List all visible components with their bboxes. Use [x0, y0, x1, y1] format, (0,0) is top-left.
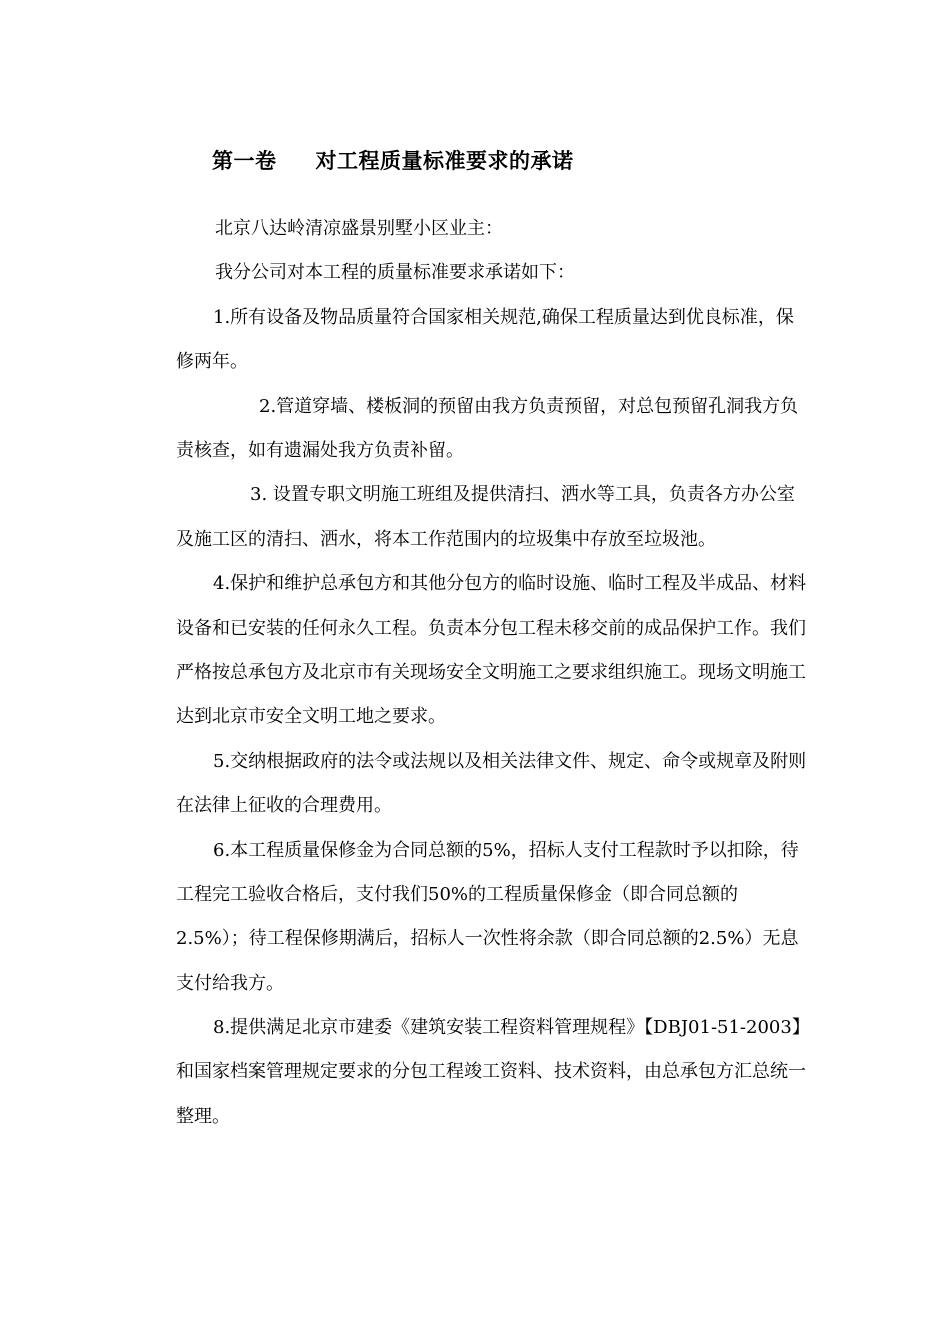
document-title: 第一卷 对工程质量标准要求的承诺	[212, 149, 574, 173]
paragraph-line: 达到北京市安全文明工地之要求。	[176, 706, 446, 727]
paragraph-line: 修两年。	[176, 351, 248, 372]
paragraph-line: 设备和已安装的任何永久工程。负责本分包工程未移交前的成品保护工作。我们	[176, 618, 806, 639]
paragraph-line: 2.管道穿墙、楼板洞的预留由我方负责预留，对总包预留孔洞我方负	[259, 396, 799, 417]
paragraph-line: 严格按总承包方及北京市有关现场安全文明施工之要求组织施工。现场文明施工	[176, 662, 806, 683]
paragraph-line: 工程完工验收合格后，支付我们50%的工程质量保修金（即合同总额的	[176, 884, 739, 905]
paragraph-line: 2.5%）；待工程保修期满后，招标人一次性将余款（即合同总额的2.5%）无息	[176, 928, 799, 949]
paragraph-line: 责核查，如有遗漏处我方负责补留。	[176, 440, 464, 461]
paragraph-line: 6.本工程质量保修金为合同总额的5%，招标人支付工程款时予以扣除，待	[213, 840, 799, 861]
paragraph-line: 北京八达岭清凉盛景别墅小区业主：	[215, 218, 503, 239]
paragraph-line: 及施工区的清扫、洒水，将本工作范围内的垃圾集中存放至垃圾池。	[176, 529, 716, 550]
paragraph-line: 在法律上征收的合理费用。	[176, 795, 392, 816]
paragraph-line: 整理。	[176, 1106, 230, 1127]
paragraph-line: 8.提供满足北京市建委《建筑安装工程资料管理规程》【DBJ01-51-2003】	[213, 1017, 810, 1038]
paragraph-line: 和国家档案管理规定要求的分包工程竣工资料、技术资料，由总承包方汇总统一	[176, 1061, 806, 1082]
paragraph-line: 1.所有设备及物品质量符合国家相关规范,确保工程质量达到优良标准，保	[213, 307, 794, 328]
paragraph-line: 我分公司对本工程的质量标准要求承诺如下：	[215, 262, 575, 283]
paragraph-line: 3. 设置专职文明施工班组及提供清扫、洒水等工具，负责各方办公室	[250, 484, 795, 505]
paragraph-line: 支付给我方。	[176, 973, 284, 994]
paragraph-line: 5.交纳根据政府的法令或法规以及相关法律文件、规定、命令或规章及附则	[213, 751, 807, 772]
paragraph-line: 4.保护和维护总承包方和其他分包方的临时设施、临时工程及半成品、材料	[213, 573, 807, 594]
